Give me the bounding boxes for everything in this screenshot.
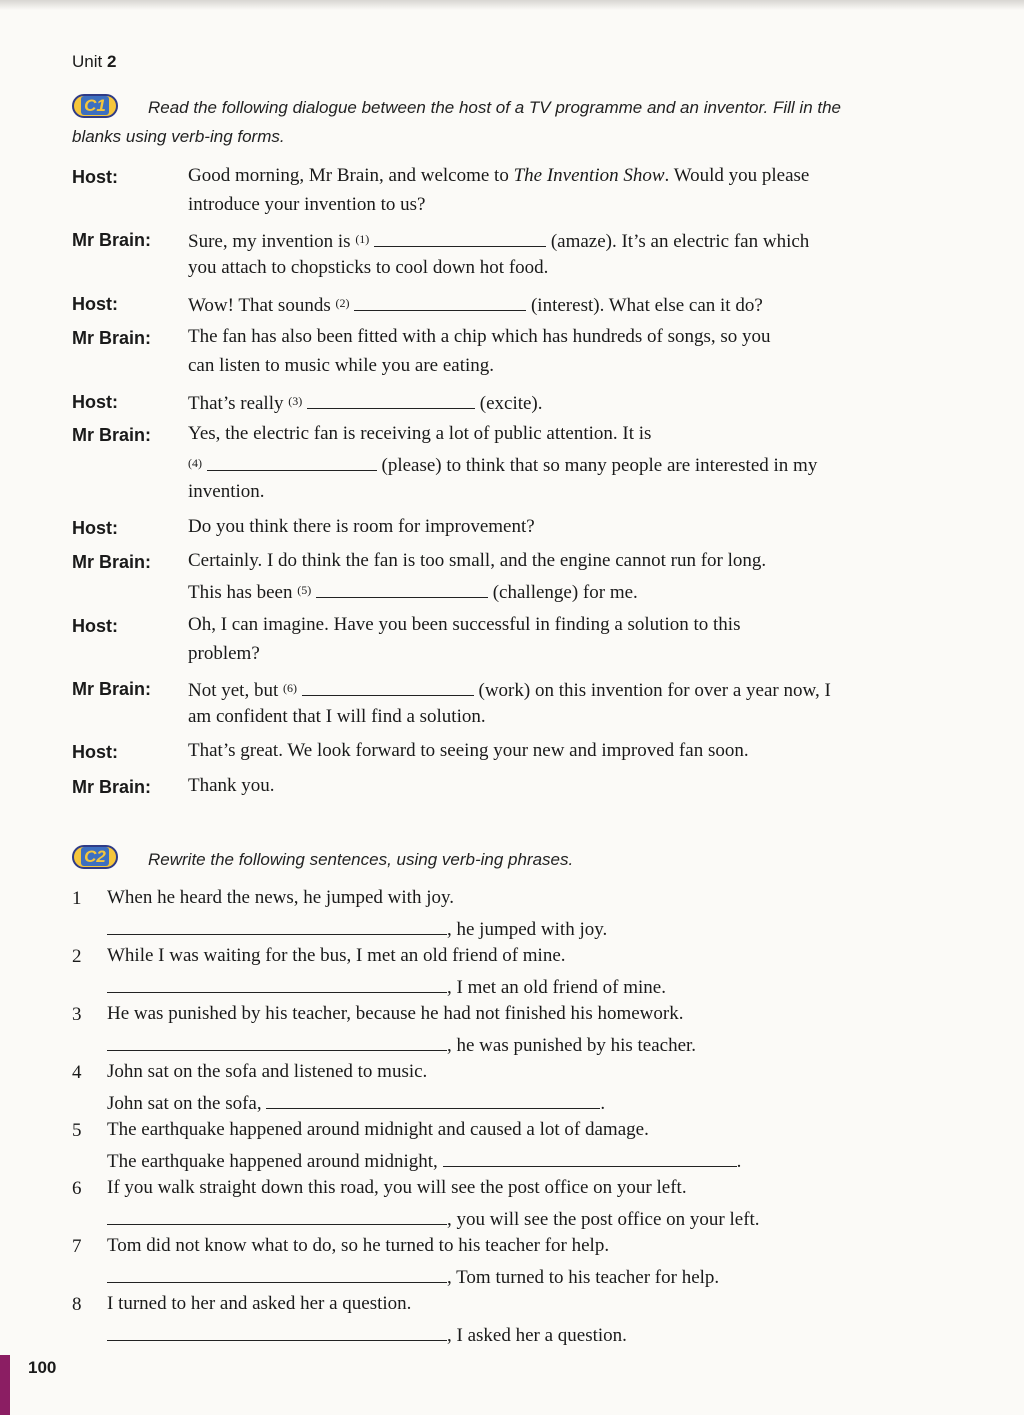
dialogue-line: Sure, my invention is $^{(1)}$ (amaze). It’s an electric fan which [188,228,809,253]
item-number: 5 [72,1120,82,1141]
item-number: 8 [72,1294,82,1315]
blank-4[interactable] [207,452,377,471]
dialogue-line: Not yet, but $^{(6)}$ (work) on this invention for over a year now, I [188,677,831,702]
item-answer-line: , he was punished by his teacher. [107,1032,696,1057]
item-answer-line: The earthquake happened around midnight, . [107,1148,741,1173]
dialogue-line: $^{(4)}$ (please) to think that so many people are interested in my [188,452,817,477]
unit-label: Unit 2 [72,52,117,71]
item-number: 1 [72,888,82,909]
item-question: I turned to her and asked her a question. [107,1293,412,1314]
dialogue-line: am confident that I will find a solution. [188,706,486,727]
speaker-mr-brain: Mr Brain: [72,425,152,445]
answer-blank[interactable] [443,1148,737,1167]
c1-instruction-line2: blanks using verb-ing forms. [72,127,285,146]
item-number: 3 [72,1004,82,1025]
answer-blank[interactable] [107,1322,447,1341]
speaker-mr-brain: Mr Brain: [72,230,152,250]
speaker-host: Host: [72,294,118,314]
speaker-host: Host: [72,392,118,412]
dialogue-line: introduce your invention to us? [188,194,426,215]
item-question: He was punished by his teacher, because he had not finished his homework. [107,1003,684,1024]
dialogue-line: Thank you. [188,775,275,796]
speaker-mr-brain: Mr Brain: [72,328,152,348]
dialogue-line: can listen to music while you are eating. [188,355,495,376]
item-number: 4 [72,1062,82,1083]
blank-2[interactable] [354,292,526,311]
item-question: John sat on the sofa and listened to music. [107,1061,428,1082]
dialogue-line: This has been $^{(5)}$ (challenge) for me. [188,579,638,604]
speaker-host: Host: [72,167,118,187]
answer-blank[interactable] [266,1090,600,1109]
speaker-host: Host: [72,616,118,636]
answer-blank[interactable] [107,1264,447,1283]
c2-instruction: Rewrite the following sentences, using verb-ing phrases. [148,850,574,869]
c1-instruction-line1: Read the following dialogue between the host of a TV programme and an inventor. Fill in the [148,98,842,117]
dialogue-line: The fan has also been fitted with a chip which has hundreds of songs, so you [188,326,771,347]
answer-blank[interactable] [107,974,447,993]
speaker-mr-brain: Mr Brain: [72,679,152,699]
dialogue-line: That’s great. We look forward to seeing your new and improved fan soon. [188,740,749,761]
item-question: While I was waiting for the bus, I met an old friend of mine. [107,945,566,966]
item-question: Tom did not know what to do, so he turned to his teacher for help. [107,1235,610,1256]
c2-badge: C2 [72,845,118,869]
speaker-mr-brain: Mr Brain: [72,552,152,572]
item-question: If you walk straight down this road, you will see the post office on your left. [107,1177,687,1198]
item-answer-line: , Tom turned to his teacher for help. [107,1264,719,1289]
dialogue-line: Wow! That sounds $^{(2)}$ (interest). What else can it do? [188,292,763,317]
item-question: When he heard the news, he jumped with joy. [107,887,455,908]
item-answer-line: , I met an old friend of mine. [107,974,666,999]
item-answer-line: , he jumped with joy. [107,916,607,941]
dialogue-line: Good morning, Mr Brain, and welcome to The Invention Show. Would you please [188,165,810,186]
c1-badge: C1 [72,94,118,118]
answer-blank[interactable] [107,1206,447,1225]
answer-blank[interactable] [107,1032,447,1051]
item-answer-line: John sat on the sofa, . [107,1090,605,1115]
speaker-host: Host: [72,742,118,762]
page-edge-bar [0,1355,10,1415]
blank-3[interactable] [307,390,475,409]
dialogue-line: you attach to chopsticks to cool down hot food. [188,257,549,278]
dialogue-line: problem? [188,643,260,664]
answer-blank[interactable] [107,916,447,935]
item-number: 2 [72,946,82,967]
blank-6[interactable] [302,677,474,696]
item-answer-line: , you will see the post office on your left. [107,1206,760,1231]
dialogue-line: Yes, the electric fan is receiving a lot of public attention. It is [188,423,652,444]
dialogue-line: Oh, I can imagine. Have you been successful in finding a solution to this [188,614,741,635]
speaker-mr-brain: Mr Brain: [72,777,152,797]
dialogue-line: That’s really $^{(3)}$ (excite). [188,390,543,415]
dialogue-line: invention. [188,481,265,502]
item-number: 6 [72,1178,82,1199]
item-number: 7 [72,1236,82,1257]
dialogue-line: Certainly. I do think the fan is too small, and the engine cannot run for long. [188,550,767,571]
blank-1[interactable] [374,228,546,247]
page-number: 100 [28,1358,57,1377]
blank-5[interactable] [316,579,488,598]
dialogue-line: Do you think there is room for improvement? [188,516,535,537]
item-question: The earthquake happened around midnight and caused a lot of damage. [107,1119,649,1140]
item-answer-line: , I asked her a question. [107,1322,627,1347]
page-top-shadow [0,0,1024,10]
speaker-host: Host: [72,518,118,538]
